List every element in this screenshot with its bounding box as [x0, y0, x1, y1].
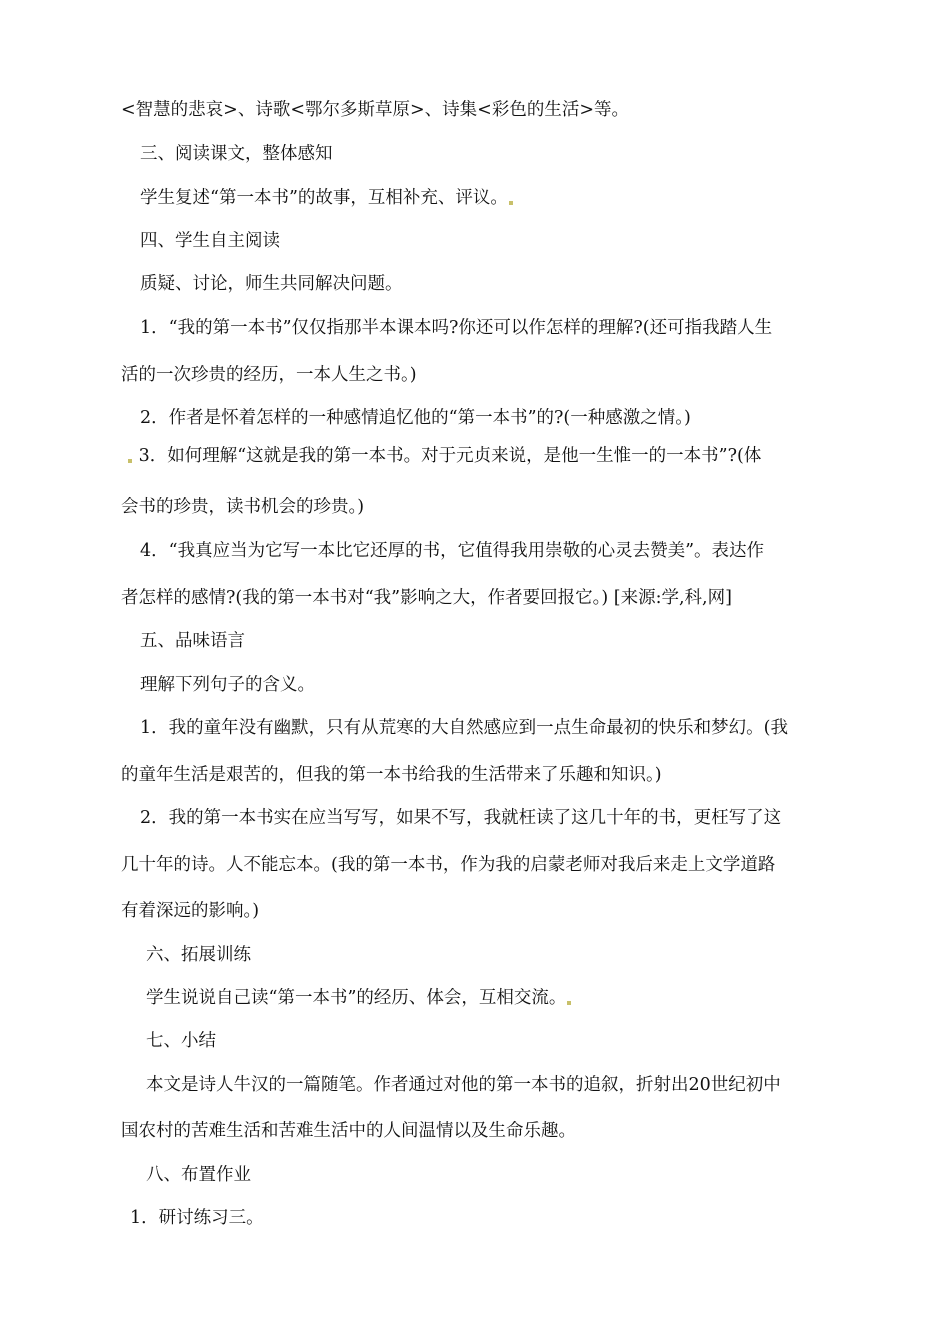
text-line-10: 会书的珍贵，读书机会的珍贵。): [121, 497, 365, 517]
text-line-15: 1．我的童年没有幽默，只有从荒寒的大自然感应到一点生命最初的快乐和梦幻。(我: [140, 718, 788, 738]
section-heading-7: 七、小结: [146, 1031, 216, 1051]
text-line-16: 的童年生活是艰苦的，但我的第一本书给我的生活带来了乐趣和知识。): [121, 765, 662, 785]
marker-dot: [567, 1001, 571, 1005]
text-line-7: 活的一次珍贵的经历，一本人生之书。): [121, 365, 417, 385]
section-heading-8: 八、布置作业: [146, 1165, 251, 1185]
section-heading-5: 五、品味语言: [140, 631, 245, 651]
text-line-18: 几十年的诗。人不能忘本。(我的第一本书，作为我的启蒙老师对我后来走上文学道路: [121, 855, 776, 875]
text-line-23: 本文是诗人牛汉的一篇随笔。作者通过对他的第一本书的追叙，折射出20世纪初中: [146, 1075, 781, 1095]
text-line-24: 国农村的苦难生活和苦难生活中的人间温情以及生命乐趣。: [121, 1121, 576, 1141]
text-line-5: 质疑、讨论，师生共同解决问题。: [140, 274, 403, 294]
text-line-9: 3．如何理解“这就是我的第一本书。对于元贞来说，是他一生惟一的一本书”?(体: [127, 444, 761, 468]
text-line-1: <智慧的悲哀>、诗歌<鄂尔多斯草原>、诗集<彩色的生活>等。: [121, 100, 629, 120]
text-line-6: 1．“我的第一本书”仅仅指那半本课本吗?你还可以作怎样的理解?(还可指我踏人生: [140, 318, 773, 338]
text-line-12: 者怎样的感情?(我的第一本书对“我”影响之大，作者要回报它。) [来源:学,科,网]: [121, 588, 732, 608]
text-line-11: 4．“我真应当为它写一本比它还厚的书，它值得我用崇敬的心灵去赞美”。表达作: [140, 541, 765, 561]
text-line-17: 2．我的第一本书实在应当写写，如果不写，我就枉读了这几十年的书，更枉写了这: [140, 808, 782, 828]
text-line-26: 1．研讨练习三。: [130, 1208, 264, 1228]
text-line-8: 2．作者是怀着怎样的一种感情追忆他的“第一本书”的?(一种感激之情。): [140, 408, 691, 428]
section-heading-4: 四、学生自主阅读: [140, 231, 280, 251]
section-heading-3: 三、阅读课文，整体感知: [140, 144, 333, 164]
text-line-3: 学生复述“第一本书”的故事，互相补充、评议。: [140, 186, 514, 210]
text-line-14: 理解下列句子的含义。: [140, 675, 315, 695]
marker-dot: [509, 201, 513, 205]
text-line-19: 有着深远的影响。): [121, 901, 260, 921]
marker-dot: [128, 459, 132, 463]
section-heading-6: 六、拓展训练: [146, 945, 251, 965]
text-line-21: 学生说说自己读“第一本书”的经历、体会，互相交流。: [146, 986, 572, 1010]
